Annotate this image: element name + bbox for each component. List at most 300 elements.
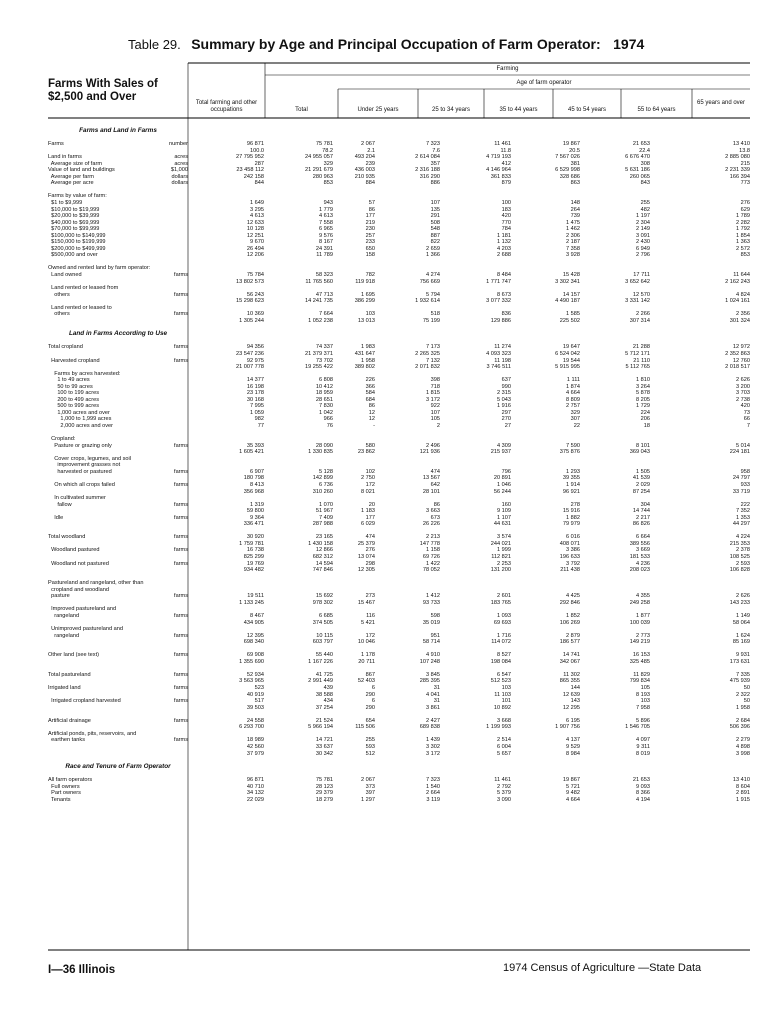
cell-value: 29 379 <box>315 790 333 797</box>
cell-value: 865 355 <box>559 678 580 685</box>
cell-value: 7 958 <box>636 704 650 711</box>
cell-value: 177 <box>365 213 375 220</box>
cell-value: 76 <box>326 423 333 429</box>
row-unit: farms <box>174 632 188 639</box>
cell-value: 21 007 778 <box>236 364 264 371</box>
cell-value: 11 198 <box>494 357 511 364</box>
cell-value: 943 <box>323 199 333 206</box>
cell-value: 474 <box>365 534 375 541</box>
row-unit: farms <box>174 612 188 619</box>
cell-value: 6 664 <box>636 534 650 541</box>
cell-value: 40 710 <box>246 783 264 790</box>
cell-value: 397 <box>365 790 375 797</box>
cell-value: - <box>373 423 375 429</box>
row-label-text: 200 to 499 acres <box>48 396 99 403</box>
cell-value: 8 527 <box>497 652 511 659</box>
cell-value: 2 149 <box>636 226 650 233</box>
cell-value: 23 165 <box>315 534 333 541</box>
cell-value: 5 657 <box>497 750 511 757</box>
cell-value: 747 846 <box>312 567 333 574</box>
row-label-text: Cropland: <box>48 436 76 443</box>
cell-value: 13 567 <box>422 475 440 482</box>
cell-value: 15 467 <box>357 599 375 606</box>
cell-value: 86 <box>433 501 440 508</box>
row-unit: farms <box>174 671 188 678</box>
row-label-text: Woodland pastured <box>48 547 100 554</box>
cell-value: 34 132 <box>246 790 264 797</box>
cell-value: 6 736 <box>319 481 333 488</box>
cell-value: 77 <box>257 423 264 429</box>
cell-value: 85 169 <box>732 639 750 646</box>
cell-value: 6 <box>371 685 375 691</box>
cell-value: 108 525 <box>729 554 750 560</box>
cell-value: 224 181 <box>729 449 750 456</box>
cell-value: 24 797 <box>732 475 750 482</box>
cell-value: 1 958 <box>736 704 750 711</box>
cell-value: 329 <box>570 409 580 416</box>
cell-value: 3 845 <box>426 671 440 678</box>
cell-value: 37 979 <box>246 750 264 757</box>
row-unit: farms <box>174 291 188 298</box>
cell-value: 23 458 112 <box>236 167 264 174</box>
cell-value: 96 871 <box>246 141 264 147</box>
cell-value: 52 934 <box>246 671 264 678</box>
row-label-text: $1 to $9,999 <box>48 199 83 206</box>
cell-value: 493 204 <box>354 154 375 161</box>
cell-value: 75 784 <box>246 272 264 278</box>
row-label-text: Unimproved pastureland and <box>48 626 123 633</box>
cell-value: 922 <box>430 403 440 410</box>
cell-value: 373 <box>365 783 375 790</box>
cell-value: 50 <box>743 685 750 691</box>
cell-value: 2 279 <box>736 737 750 744</box>
cell-value: 24 955 057 <box>305 154 333 161</box>
cell-value: 7 590 <box>566 442 580 449</box>
cell-value: 366 <box>365 383 375 390</box>
cell-value: 31 <box>433 685 440 691</box>
cell-value: 255 <box>365 737 375 744</box>
cell-value: 4 224 <box>736 534 750 541</box>
cell-value: 28 123 <box>315 783 333 790</box>
cell-value: 9 364 <box>250 514 264 521</box>
cell-value: 3 668 <box>497 717 511 724</box>
cell-value: 431 647 <box>354 350 375 357</box>
cell-value: 637 <box>501 377 511 384</box>
cell-value: 887 <box>430 232 440 239</box>
cell-value: 33 637 <box>315 743 333 750</box>
cell-value: 87 254 <box>632 488 650 495</box>
cell-value: 1 716 <box>497 632 511 639</box>
cell-value: 825 299 <box>243 554 264 560</box>
cell-value: 69 693 <box>493 619 511 626</box>
cell-value: 436 003 <box>354 167 375 174</box>
cell-value: 5 794 <box>426 291 440 298</box>
cell-value: 2 071 832 <box>415 364 440 371</box>
cell-value: 2 757 <box>566 403 580 410</box>
cell-value: 242 158 <box>243 173 264 180</box>
cell-value: 1 439 <box>426 737 440 744</box>
cell-value: 14 157 <box>562 291 580 298</box>
row-label-text: 2,000 acres and over <box>48 423 113 429</box>
cell-value: 4 274 <box>426 272 440 278</box>
cell-value: 8 366 <box>636 790 650 797</box>
row-label-text: $10,000 to $19,999 <box>48 206 100 213</box>
cell-value: 28 101 <box>422 488 440 495</box>
cell-value: 3 928 <box>566 252 580 259</box>
cell-value: 129 886 <box>490 317 511 324</box>
cell-value: 518 <box>430 311 440 318</box>
cell-value: 9 529 <box>566 743 580 750</box>
cell-value: 799 834 <box>629 678 650 685</box>
cell-value: 226 <box>365 377 375 384</box>
cell-value: 1 024 161 <box>725 298 750 305</box>
cell-value: 336 471 <box>243 521 264 528</box>
cell-value: 20.5 <box>569 147 580 154</box>
cell-value: 475 939 <box>729 678 750 685</box>
cell-value: 4 613 <box>319 213 333 220</box>
cell-value: 96 871 <box>246 777 264 784</box>
cell-value: 12 <box>368 416 375 423</box>
cell-value: 11 461 <box>494 777 511 784</box>
cell-value: 7 173 <box>426 344 440 351</box>
cell-value: 166 394 <box>729 173 750 180</box>
cell-value: 287 988 <box>312 521 333 528</box>
cell-value: 10 892 <box>493 704 511 711</box>
cell-value: 474 <box>430 468 440 475</box>
cell-value: 143 <box>570 698 580 705</box>
cell-value: 244 021 <box>490 540 511 547</box>
row-label-text: 1,000 to 1,999 acres <box>48 416 112 423</box>
cell-value: 3 090 <box>497 796 511 803</box>
cell-value: 12 570 <box>632 291 650 298</box>
cell-value: 10 412 <box>315 383 333 390</box>
cell-value: 219 <box>365 219 375 226</box>
cell-value: 1 932 614 <box>415 298 440 305</box>
cell-value: 1 366 <box>426 252 440 259</box>
cell-value: 92 975 <box>246 357 264 364</box>
cell-value: 8 193 <box>636 691 650 698</box>
cell-value: 548 <box>430 226 440 233</box>
cell-value: 12 305 <box>357 567 375 574</box>
cell-value: 1 181 <box>497 232 511 239</box>
cell-value: 2 614 084 <box>415 154 440 161</box>
cell-value: 1 792 <box>736 226 750 233</box>
cell-value: 143 233 <box>729 599 750 606</box>
cell-value: 56 244 <box>493 488 511 495</box>
cell-value: 21 653 <box>632 141 650 147</box>
cell-value: 1 810 <box>636 377 650 384</box>
cell-value: 21 288 <box>632 344 650 351</box>
cell-value: 3 386 <box>566 547 580 554</box>
cell-value: 19 511 <box>247 593 264 600</box>
cell-value: 8 467 <box>250 612 264 619</box>
cell-value: 107 <box>430 409 440 416</box>
cell-value: 183 <box>501 206 511 213</box>
cell-value: 6 685 <box>319 612 333 619</box>
table-row <box>48 751 750 758</box>
cell-value: 329 <box>323 160 333 167</box>
cell-value: 11.8 <box>500 147 511 154</box>
cell-value: 381 <box>570 160 580 167</box>
cell-value: 1 197 <box>636 213 650 220</box>
cell-value: 1 852 <box>566 612 580 619</box>
cell-value: 15 692 <box>315 593 333 600</box>
cell-value: 3 331 142 <box>625 298 650 305</box>
cell-value: 22 029 <box>246 796 264 803</box>
cell-value: 2 352 863 <box>725 350 750 357</box>
cell-value: 1 430 158 <box>308 540 333 547</box>
cell-value: 2 067 <box>361 141 375 147</box>
cell-value: 19 867 <box>562 777 580 784</box>
row-label-text: cropland and woodland <box>48 586 109 593</box>
cell-value: 102 <box>365 468 375 475</box>
cell-value: 290 <box>365 704 375 711</box>
cell-value: 38 588 <box>315 691 333 698</box>
cell-value: 290 <box>365 691 375 698</box>
row-label-text: earthen tanks <box>48 737 86 744</box>
row-label-text: Full owners <box>48 783 80 790</box>
cell-value: 3 998 <box>736 750 750 757</box>
row-label-text: 500 to 999 acres <box>48 403 99 410</box>
cell-value: 3 574 <box>497 534 511 541</box>
cell-value: 21 110 <box>633 357 650 364</box>
cell-value: 867 <box>365 671 375 678</box>
cell-value: 11 765 560 <box>305 278 333 285</box>
row-label-text: Pastureland and rangeland, other than <box>48 580 144 587</box>
cell-value: 2 217 <box>636 514 650 521</box>
cell-value: 1 874 <box>566 383 580 390</box>
cell-value: 2 738 <box>736 396 750 403</box>
cell-value: 2 322 <box>736 691 750 698</box>
cell-value: 10 046 <box>357 639 375 646</box>
column-header-5: 45 to 54 years <box>567 107 607 113</box>
cell-value: 6 029 <box>361 521 375 528</box>
row-unit: farms <box>174 272 188 278</box>
row-label-text: Average per farm <box>48 173 94 180</box>
cell-value: 44 631 <box>493 521 511 528</box>
cell-value: 9 576 <box>319 232 333 239</box>
row-label-text: Other land (see text) <box>48 652 99 659</box>
cell-value: 58 714 <box>422 639 440 646</box>
table-year: 1974 <box>613 36 645 52</box>
cell-value: 5 878 <box>636 390 650 397</box>
cell-value: 210 935 <box>354 173 375 180</box>
cell-value: 37 254 <box>315 704 333 711</box>
cell-value: 100 <box>501 199 511 206</box>
cell-value: 196 633 <box>559 554 580 560</box>
cell-value: 215 <box>740 160 750 167</box>
cell-value: 16 198 <box>246 383 264 390</box>
cell-value: 10 128 <box>246 226 264 233</box>
cell-value: 239 <box>365 160 375 167</box>
cell-value: 233 <box>365 239 375 246</box>
cell-value: 3 172 <box>426 750 440 757</box>
cell-value: 958 <box>740 468 750 475</box>
cell-value: 75 781 <box>315 141 333 147</box>
cell-value: 1 914 <box>566 481 580 488</box>
cell-value: 2 659 <box>426 245 440 252</box>
cell-value: 642 <box>430 481 440 488</box>
cell-value: 3 792 <box>566 560 580 567</box>
farming-group-header: Farming <box>496 66 519 72</box>
cell-value: 4 309 <box>497 442 511 449</box>
cell-value: 4 137 <box>566 737 580 744</box>
cell-value: 1 462 <box>566 226 580 233</box>
row-label-text: Artificial drainage <box>48 717 91 724</box>
row-label-text: others <box>48 291 70 298</box>
cell-value: 50 <box>743 698 750 705</box>
cell-value: 4 203 <box>497 245 511 252</box>
cell-value: 11 103 <box>494 691 511 698</box>
cell-value: 2 601 <box>497 593 511 600</box>
cell-value: 8 167 <box>319 239 333 246</box>
row-label-text: Artificial ponds, pits, reservoirs, and <box>48 730 137 737</box>
cell-value: 30 168 <box>246 396 264 403</box>
cell-value: 325 485 <box>629 658 650 665</box>
cell-value: 20 891 <box>493 475 511 482</box>
row-label-text: Farms by value of farm: <box>48 193 107 200</box>
cell-value: 2 750 <box>361 475 375 482</box>
cell-value: 172 <box>365 632 375 639</box>
cell-value: 11 302 <box>563 671 580 678</box>
row-unit: acres <box>174 154 188 161</box>
cell-value: 225 502 <box>559 317 580 324</box>
cell-value: 1 422 <box>426 560 440 567</box>
section-title: Race and Tenure of Farm Operator <box>65 763 171 771</box>
cell-value: 2 684 <box>736 717 750 724</box>
cell-value: 211 438 <box>560 567 580 574</box>
cell-value: 2 378 <box>736 547 750 554</box>
row-label-text: In cultivated summer <box>48 495 106 502</box>
cell-value: 56 243 <box>246 291 264 298</box>
cell-value: 1 297 <box>361 796 375 803</box>
cell-value: 770 <box>501 219 511 226</box>
cell-value: 698 340 <box>243 639 264 646</box>
row-label <box>48 797 188 804</box>
cell-value: 884 <box>365 180 375 187</box>
cell-value: 15 916 <box>562 508 580 515</box>
cell-value: 8 205 <box>636 396 650 403</box>
cell-value: 1 042 <box>319 409 333 416</box>
cell-value: 1 355 690 <box>239 658 264 665</box>
cell-value: 183 765 <box>490 599 511 606</box>
cell-value: 3 302 341 <box>555 278 580 285</box>
cell-value: 11 644 <box>733 272 750 278</box>
cell-value: 3 669 <box>636 547 650 554</box>
column-header-0: Total farming and other occupations <box>195 100 258 113</box>
column-header-7: 65 years and over <box>696 100 746 106</box>
cell-value: 78.2 <box>322 147 333 154</box>
cell-value: 21 524 <box>315 717 333 724</box>
row-label-text: Owned and rented land by farm operator: <box>48 265 151 272</box>
cell-value: 933 <box>740 481 750 488</box>
cell-value: 844 <box>254 180 264 187</box>
row-label-text: $70,000 to $99,999 <box>48 226 100 233</box>
cell-value: 4 097 <box>636 737 650 744</box>
cell-value: 3 119 <box>426 796 440 803</box>
cell-value: 796 <box>501 468 511 475</box>
cell-value: 1 149 <box>736 612 750 619</box>
row-label-text: On which all crops failed <box>48 481 115 488</box>
cell-value: 650 <box>365 245 375 252</box>
row-unit: farms <box>174 698 188 705</box>
cell-value: 853 <box>740 252 750 259</box>
cell-value: 756 669 <box>419 278 440 285</box>
cell-value: 249 258 <box>629 599 650 606</box>
column-header-2: Under 25 years <box>357 107 399 113</box>
cell-value: 21 379 371 <box>305 350 333 357</box>
cell-value: 142 899 <box>312 475 333 482</box>
cell-value: 69 726 <box>422 554 440 560</box>
cell-value: 40 919 <box>246 691 264 698</box>
cell-value: 2 356 <box>736 311 750 318</box>
cell-value: 23 178 <box>246 390 264 397</box>
cell-value: 12 639 <box>562 691 580 698</box>
cell-value: 94 356 <box>246 344 264 351</box>
cell-value: 7 352 <box>736 508 750 515</box>
page-footer-number: I—36 Illinois <box>48 964 116 976</box>
cell-value: 369 043 <box>629 449 650 456</box>
cell-value: 1 729 <box>636 403 650 410</box>
cell-value: 517 <box>254 698 264 705</box>
cell-value: 9 482 <box>566 790 580 797</box>
row-unit: dollars <box>171 180 188 187</box>
cell-value: 2 282 <box>736 219 750 226</box>
cell-value: 12 972 <box>732 344 750 351</box>
cell-value: 6 016 <box>566 534 580 541</box>
cell-value: 11 829 <box>633 671 650 678</box>
cell-value: 1 585 <box>566 311 580 318</box>
cell-value: 990 <box>501 383 511 390</box>
cell-value: 121 936 <box>419 449 440 456</box>
cell-value: 41 539 <box>632 475 650 482</box>
cell-value: 103 <box>640 698 650 705</box>
cell-value: 8 809 <box>566 396 580 403</box>
cell-value: 100 039 <box>629 619 650 626</box>
cell-value: 6 293 700 <box>239 724 264 731</box>
cell-value: 1 363 <box>736 239 750 246</box>
cell-value: 12 633 <box>246 219 264 226</box>
table-row <box>48 318 750 325</box>
cell-value: 7 567 026 <box>555 154 580 161</box>
cell-value: 59 800 <box>246 508 264 515</box>
cell-value: 2 265 325 <box>415 350 440 357</box>
cell-value: 100.0 <box>250 147 264 154</box>
cell-value: 2.1 <box>367 147 375 154</box>
column-header-6: 55 to 64 years <box>637 107 676 113</box>
cell-value: 439 <box>323 685 333 691</box>
cell-value: 2 018 517 <box>725 364 750 371</box>
cell-value: 6 004 <box>497 743 511 750</box>
cell-value: 978 302 <box>312 599 333 606</box>
cell-value: 13 410 <box>732 141 750 147</box>
cell-value: 24 391 <box>315 245 333 252</box>
cell-value: 260 065 <box>629 173 650 180</box>
cell-value: 206 <box>640 416 650 423</box>
cell-value: 523 <box>254 685 264 691</box>
cell-value: 1 882 <box>566 514 580 521</box>
row-unit: farms <box>174 717 188 724</box>
row-label-text: 1 to 49 acres <box>48 377 90 384</box>
row-unit: farms <box>174 514 188 521</box>
cell-value: 35 393 <box>246 442 264 449</box>
cell-value: 13 802 573 <box>236 278 264 285</box>
cell-value: 4 093 323 <box>486 350 511 357</box>
cell-value: 86 826 <box>632 521 650 528</box>
row-label-text: Average size of farm <box>48 160 102 167</box>
cell-value: 12 395 <box>246 632 264 639</box>
row-unit: farms <box>174 652 188 659</box>
